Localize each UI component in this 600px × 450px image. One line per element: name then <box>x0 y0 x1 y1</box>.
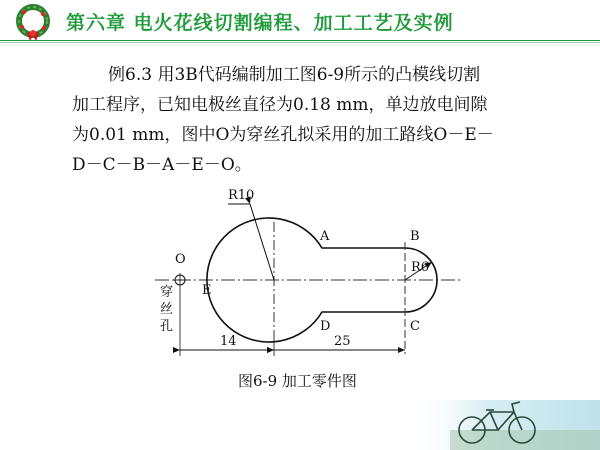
chapter-title: 第六章 电火花线切割编程、加工工艺及实例 <box>66 12 454 34</box>
point-b-label: B <box>410 229 420 244</box>
dim-label-25: 25 <box>334 334 351 349</box>
figure-caption: 图6-9 加工零件图 <box>238 372 357 390</box>
dim-label-14: 14 <box>220 334 237 349</box>
text-line-4: D－C－B－A－E－O。 <box>72 155 252 175</box>
r10-label: R10 <box>228 188 255 203</box>
point-o-label: O <box>175 252 186 267</box>
point-a-label: A <box>320 229 330 244</box>
hole-label-char-1: 穿 <box>160 285 174 300</box>
text-line-1: 例6.3 用3B代码编制加工图6-9所示的凸模线切割 <box>108 65 481 85</box>
bicycle-decoration <box>410 380 600 450</box>
point-c-label: C <box>410 319 420 334</box>
point-d-label: D <box>320 319 331 334</box>
point-e-label: E <box>202 283 212 298</box>
r6-label: R6 <box>411 260 430 275</box>
text-line-3: 为0.01 mm，图中O为穿丝孔拟采用的加工路线O－E－ <box>72 125 494 145</box>
hole-label-char-2: 丝 <box>160 302 174 317</box>
hole-label-char-3: 孔 <box>160 319 174 334</box>
r10-arrow <box>250 204 274 280</box>
text-line-2: 加工程序，已知电极丝直径为0.18 mm，单边放电间隙 <box>72 95 488 115</box>
